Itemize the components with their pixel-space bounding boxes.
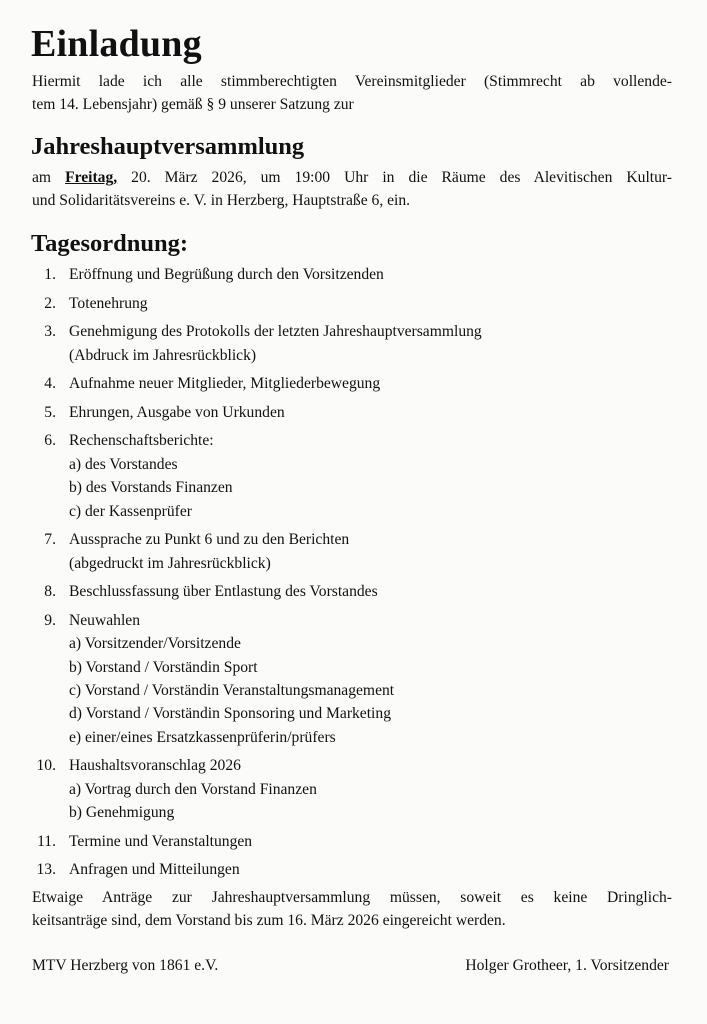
meeting-details-line-2: und Solidaritätsvereins e. V. in Herzberg, Hauptstraße 6, ein. xyxy=(32,192,411,209)
agenda-item xyxy=(0,263,707,286)
agenda-item-number: 11. xyxy=(37,832,56,850)
agenda-item-number: 1. xyxy=(44,266,56,283)
agenda-item-subline: d) Vorstand / Vorständin Sponsoring und Marketing xyxy=(69,705,391,723)
agenda-item xyxy=(0,401,707,424)
agenda-item-text: Ehrungen, Ausgabe von Urkunden xyxy=(69,403,285,421)
agenda-item xyxy=(0,580,707,603)
agenda-item-subline: a) Vortrag durch den Vorstand Finanzen xyxy=(69,780,317,798)
agenda-item-text: Anfragen und Mitteilungen xyxy=(69,861,240,879)
agenda-item-number: 9. xyxy=(44,611,56,629)
agenda-item xyxy=(0,858,707,881)
agenda-item-subline: c) Vorstand / Vorständin Veranstaltungsmanagement xyxy=(69,681,395,699)
closing-line-2: keitsanträge sind, dem Vorstand bis zum 16. März 2026 eingereicht werden. xyxy=(32,912,506,929)
agenda-item-text: Genehmigung des Protokolls der letzten Jahreshauptversammlung xyxy=(69,323,482,341)
agenda-item-number: 10. xyxy=(36,757,56,775)
agenda-item xyxy=(0,754,707,824)
closing-paragraph xyxy=(32,886,672,932)
agenda-item-subline: e) einer/eines Ersatzkassenprüferin/prüfers xyxy=(69,728,336,746)
agenda-item-subline: b) Vorstand / Vorständin Sport xyxy=(69,658,258,676)
club-name: MTV Herzberg von 1861 e.V. xyxy=(32,957,219,974)
agenda-item-number: 4. xyxy=(44,375,56,393)
agenda-item-text: Beschlussfassung über Entlastung des Vorstandes xyxy=(69,583,378,601)
agenda-item-subline: b) des Vorstands Finanzen xyxy=(69,479,233,497)
agenda-item-subline: a) des Vorstandes xyxy=(69,455,178,473)
agenda-item-text: Haushaltsvoranschlag 2026 xyxy=(69,757,241,775)
agenda-item xyxy=(0,292,707,315)
agenda-item xyxy=(0,830,707,853)
agenda-item-number: 2. xyxy=(44,294,56,312)
agenda-item-text: Aufnahme neuer Mitglieder, Mitgliederbewegung xyxy=(69,375,381,393)
agenda-item-number: 3. xyxy=(44,323,56,341)
agenda-item-subline: (abgedruckt im Jahresrückblick) xyxy=(69,554,271,572)
agenda-item xyxy=(0,609,707,749)
agenda-item xyxy=(0,528,707,575)
agenda-item-text: Eröffnung und Begrüßung durch den Vorsitzenden xyxy=(69,266,384,283)
agenda-item-text: Rechenschaftsberichte: xyxy=(69,432,214,450)
meeting-heading: Jahreshauptversammlung xyxy=(31,133,305,160)
intro-paragraph xyxy=(32,70,672,116)
meeting-day: Freitag, xyxy=(65,169,118,186)
agenda-item-subline: b) Genehmigung xyxy=(69,804,175,822)
meeting-details xyxy=(32,166,672,212)
meeting-details-line-1 xyxy=(32,166,672,189)
intro-line-1: Hiermit lade ich alle stimmberechtigten Vereinsmitglieder (Stimmrecht ab vollende- xyxy=(32,73,672,90)
agenda-item-number: 5. xyxy=(44,403,56,421)
agenda-item xyxy=(0,429,707,523)
agenda-item-text: Termine und Veranstaltungen xyxy=(69,832,253,850)
agenda-item-number: 6. xyxy=(44,432,56,450)
agenda-item-text: Aussprache zu Punkt 6 und zu den Berichten xyxy=(69,531,350,549)
page-title: Einladung xyxy=(31,23,202,65)
agenda-item-text: Neuwahlen xyxy=(69,611,141,629)
closing-line-1: Etwaige Anträge zur Jahreshauptversammlung müssen, soweit es keine Dringlich- xyxy=(32,889,672,906)
agenda-item xyxy=(0,372,707,395)
signatory: Holger Grotheer, 1. Vorsitzender xyxy=(465,957,669,974)
agenda-item-subline: (Abdruck im Jahresrückblick) xyxy=(69,346,257,364)
agenda-item-text: Totenehrung xyxy=(69,294,148,312)
meeting-prefix: am xyxy=(32,169,52,186)
intro-line-2: tem 14. Lebensjahr) gemäß § 9 unserer Satzung zur xyxy=(32,96,354,113)
meeting-date-time-place: 20. März 2026, um 19:00 Uhr in die Räume des Alevitischen Kultur- xyxy=(131,169,672,186)
agenda-heading: Tagesordnung: xyxy=(31,230,189,257)
agenda-item-number: 13. xyxy=(36,861,56,879)
agenda-item-subline: c) der Kassenprüfer xyxy=(69,502,192,520)
agenda-item-subline: a) Vorsitzender/Vorsitzende xyxy=(69,635,241,653)
agenda-item-number: 7. xyxy=(44,531,56,549)
agenda-item xyxy=(0,320,707,367)
agenda-item-number: 8. xyxy=(44,583,56,601)
